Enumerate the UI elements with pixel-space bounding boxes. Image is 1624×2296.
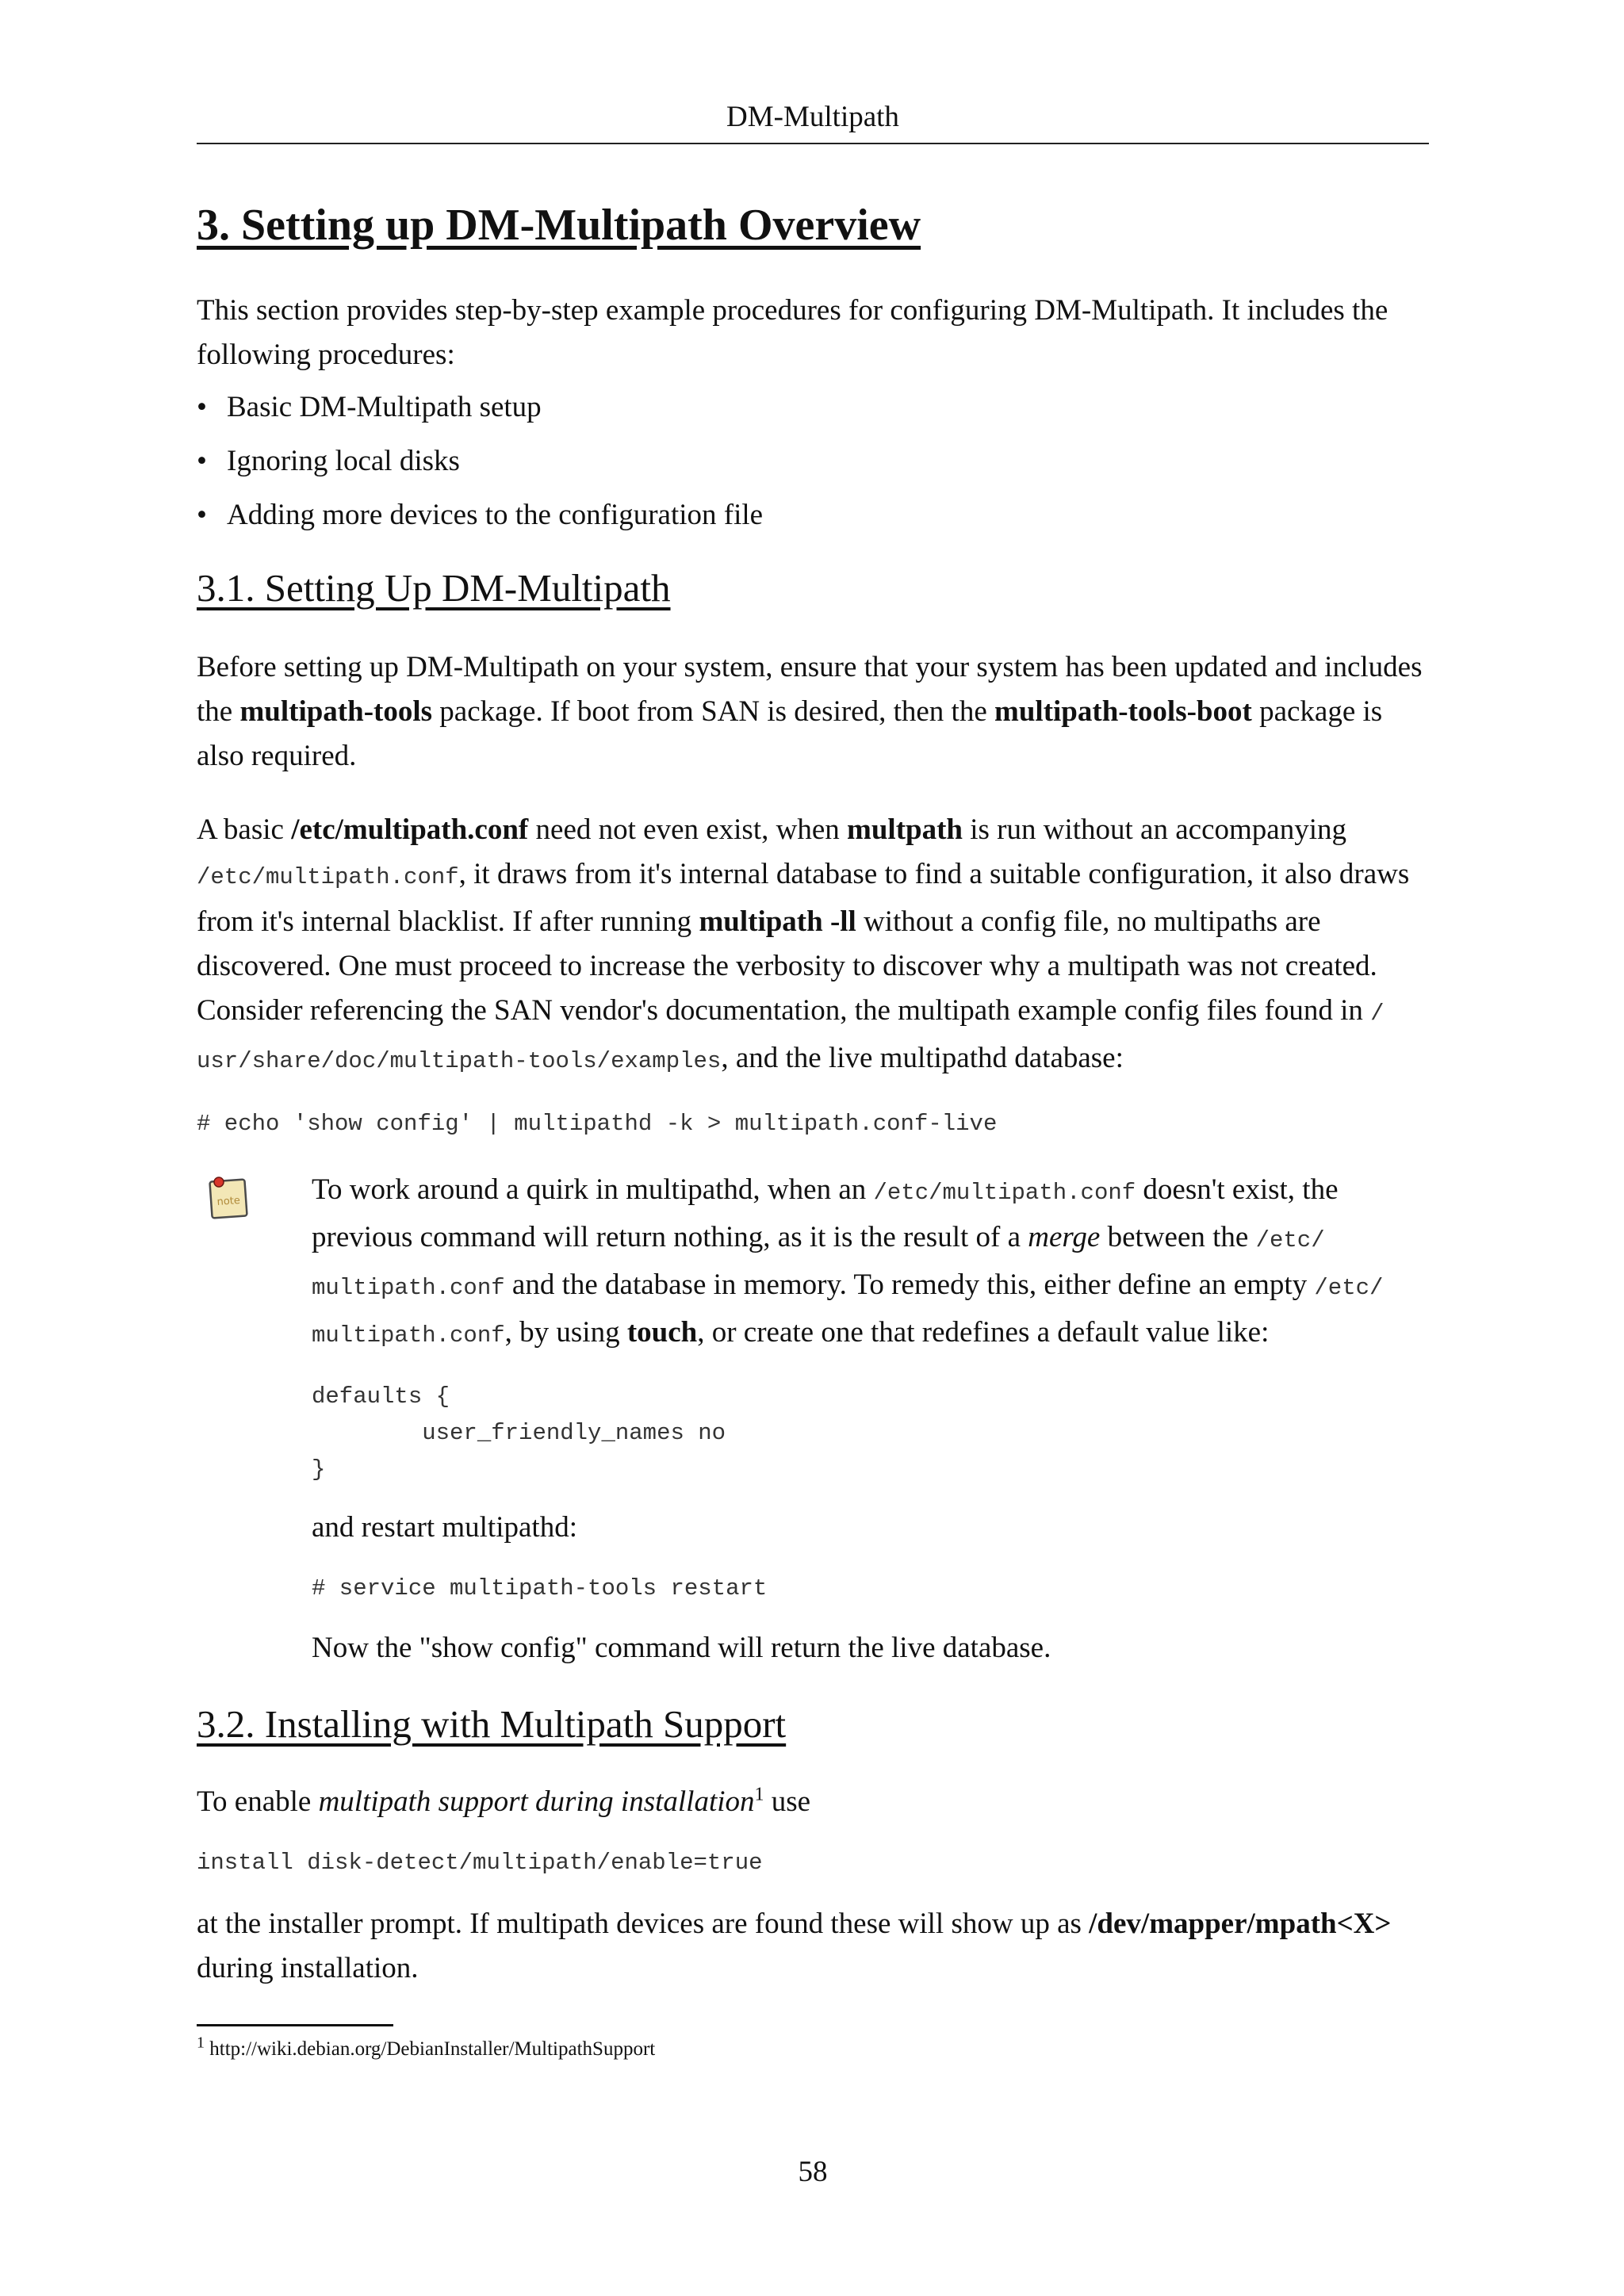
- note-icon: [206, 1173, 251, 1223]
- footnote-link[interactable]: http://wiki.debian.org/DebianInstaller/MultipathSupport: [209, 2038, 656, 2060]
- list-item: • Basic DM-Multipath setup: [197, 381, 1429, 434]
- section-3-1-title: 3.1. Setting Up DM-Multipath: [197, 566, 671, 610]
- note-code-block: defaults { user_friendly_names no }: [312, 1383, 726, 1483]
- footnote: $^1$ http://wiki.debian.org/DebianInstaller/MultipathSupport: [197, 2034, 656, 2060]
- chapter-title: 3. Setting up DM-Multipath Overview: [197, 201, 921, 250]
- section-3-2-paragraph-1: To enable multipath support during installation$^1$ use: [197, 1784, 811, 1818]
- list-item: • Ignoring local disks: [197, 434, 1429, 488]
- header-rule: [197, 143, 1429, 144]
- command-restart: # service multipath-tools restart: [312, 1575, 768, 1601]
- bullet-icon: •: [197, 391, 207, 423]
- bullet-icon: •: [197, 445, 207, 477]
- command-install: install disk-detect/multipath/enable=true: [197, 1850, 763, 1876]
- running-header: DM-Multipath: [726, 101, 899, 133]
- section-3-2-paragraph-2: at the installer prompt. If multipath devices are found these will show up as /dev/mapper/mpath<X> during installation.: [197, 1908, 1392, 1984]
- chapter-intro: This section provides step-by-step example procedures for configuring DM-Multipath. It includes the following procedures:: [197, 294, 1388, 371]
- section-3-1-paragraph-2: A basic /etc/multipath.conf need not even exist, when multpath is run without an accompanying /etc/multipath.conf, it draws from it's internal database to find a suitable configuration, it also draws from it's internal blacklist. If after running multipath -ll without a config file, no multipaths are discovered. One must proceed to increase the verbosity to discover why a multipath was not created. Consider referencing the SAN vendor's documentation, the multipath example config files found in / usr/share/doc/multipath-tools/examples, and the live multipathd database:: [197, 813, 1410, 1074]
- note-paragraph-3: Now the "show config" command will return the live database.: [312, 1632, 1051, 1664]
- page-number: 58: [798, 2156, 828, 2188]
- footnote-rule: [197, 2024, 393, 2026]
- list-item: • Adding more devices to the configuration file: [197, 488, 1429, 542]
- section-3-2-title: 3.2. Installing with Multipath Support: [197, 1702, 787, 1746]
- bullet-icon: •: [197, 499, 207, 531]
- svg-text:note: note: [216, 1194, 241, 1208]
- command-show-config: # echo 'show config' | multipathd -k > multipath.conf-live: [197, 1111, 998, 1137]
- note-box: [197, 1168, 1429, 1670]
- section-3-1-paragraph-1: Before setting up DM-Multipath on your system, ensure that your system has been updated and includes the multipath-tools package. If boot from SAN is desired, then the multipath-tools-boot package is also required.: [197, 651, 1423, 772]
- footnote-ref: 1: [754, 1784, 764, 1805]
- procedure-list: [197, 381, 1429, 542]
- page-content: [197, 197, 1429, 2063]
- note-paragraph-2: and restart multipathd:: [312, 1511, 577, 1544]
- note-paragraph-1: To work around a quirk in multipathd, when an /etc/multipath.conf doesn't exist, the previous command will return nothing, as it is the result of a merge between the /etc/ multipath.conf and the database in memory. To remedy this, either define an empty /etc/ multipath.conf, by using touch, or create one that redefines a default value like:: [312, 1173, 1384, 1349]
